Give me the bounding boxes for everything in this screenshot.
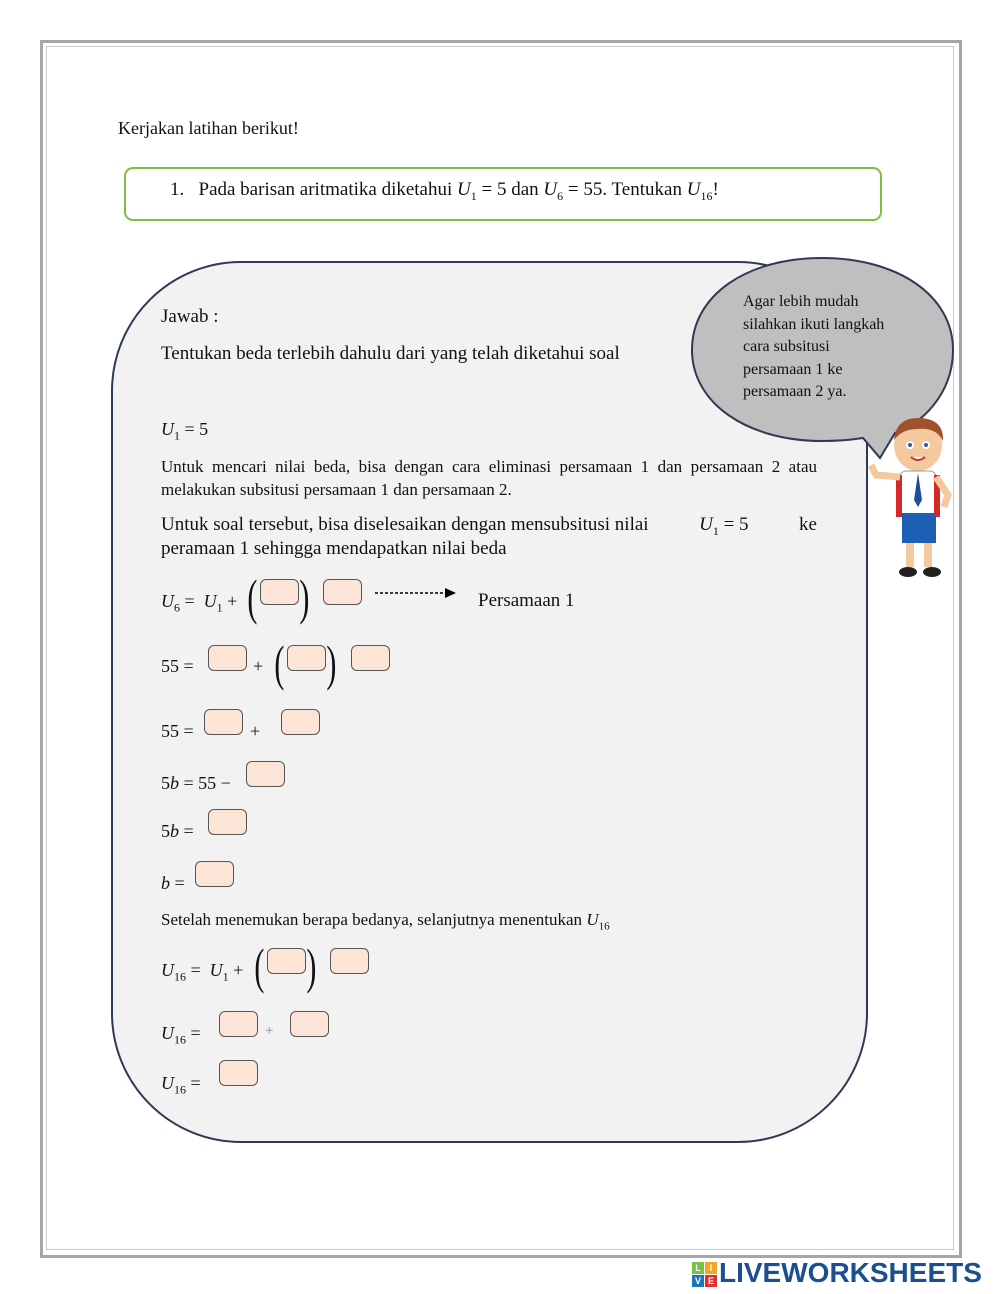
answer-input-r8-b[interactable] xyxy=(290,1011,329,1037)
plus-sign: + xyxy=(250,721,261,741)
eq-55-label: 55 = xyxy=(161,721,194,741)
eq-b-label: b = xyxy=(161,873,185,893)
paragraph-substitution: Untuk soal tersebut, bisa diselesaikan dengan mensubsitusi nilai $U_1 = 5$ ke xyxy=(161,514,817,538)
logo-badge-icon: L I V E xyxy=(692,1262,717,1287)
paren-close: ) xyxy=(306,938,317,994)
answer-input-r3-a[interactable] xyxy=(204,709,243,735)
given-u1: $U_1 = 5$ xyxy=(161,419,209,443)
eq-u6-lhs: $U_6 = U_1$ + xyxy=(161,591,238,615)
answer-input-r6[interactable] xyxy=(195,861,234,887)
answer-input-r5[interactable] xyxy=(208,809,247,835)
paragraph-elimination: Untuk mencari nilai beda, bisa dengan cara eliminasi persamaan 1 dan persamaan 2 atau melakukan subsitusi persamaan 1 dan persamaan 2. xyxy=(161,457,817,499)
answer-input-r7-a[interactable] xyxy=(267,948,306,974)
answer-input-r1-a[interactable] xyxy=(260,579,299,605)
liveworksheets-logo: L I V E LIVEWORKSHEETS xyxy=(692,1257,982,1289)
plus-sign: + xyxy=(253,656,264,676)
eq-u16-lhs: $U_{16} = U_1$ + xyxy=(161,960,244,984)
answer-intro: Tentukan beda terlebih dahulu dari yang telah diketahui soal xyxy=(161,343,620,364)
answer-input-r2-c[interactable] xyxy=(351,645,390,671)
plus-sign: + xyxy=(265,1023,274,1039)
student-illustration xyxy=(866,415,961,583)
answer-input-r9[interactable] xyxy=(219,1060,258,1086)
answer-input-r4[interactable] xyxy=(246,761,285,787)
question-text: 1. Pada barisan aritmatika diketahui $U_1 = 5$ dan $U_6 = 55$. Tentukan $U_{16}$! xyxy=(170,179,719,203)
answer-input-r1-b[interactable] xyxy=(323,579,362,605)
answer-input-r3-b[interactable] xyxy=(281,709,320,735)
paragraph-substitution-2: peramaan 1 sehingga mendapatkan nilai beda xyxy=(161,538,507,559)
eq-5b-label: 5b = 55 − xyxy=(161,773,231,793)
eq-5b-label: 5b = xyxy=(161,821,194,841)
dashed-arrow-icon xyxy=(375,587,460,599)
answer-input-r8-a[interactable] xyxy=(219,1011,258,1037)
answer-input-r2-b[interactable] xyxy=(287,645,326,671)
answer-input-r7-b[interactable] xyxy=(330,948,369,974)
after-text: Setelah menemukan berapa bedanya, selanjutnya menentukan $U_{16}$ xyxy=(161,910,610,933)
instruction: Kerjakan latihan berikut! xyxy=(118,118,299,138)
answer-input-r2-a[interactable] xyxy=(208,645,247,671)
persamaan-label: Persamaan 1 xyxy=(478,590,575,611)
answer-label: Jawab : xyxy=(161,306,219,327)
eq-u16-label: $U_{16}$ = xyxy=(161,1023,201,1047)
paren-close: ) xyxy=(326,635,337,691)
paren-close: ) xyxy=(299,569,310,625)
bubble-text: Agar lebih mudah silahkan ikuti langkah cara subsitusi persamaan 1 ke persamaan 2 ya. xyxy=(743,293,885,400)
paren-open: ( xyxy=(247,569,258,625)
eq-u16-label: $U_{16}$ = xyxy=(161,1073,201,1097)
paren-open: ( xyxy=(274,635,285,691)
paren-open: ( xyxy=(254,938,265,994)
eq-55-label: 55 = xyxy=(161,656,194,676)
